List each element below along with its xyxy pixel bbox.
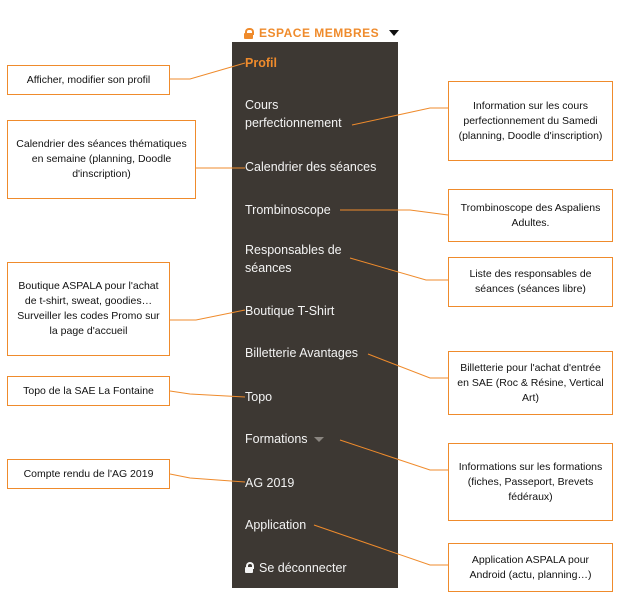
menu-item-topo[interactable]: Topo	[245, 390, 273, 404]
note-calendrier: Calendrier des séances thématiques en semaine (planning, Doodle d'inscription)	[7, 120, 196, 199]
note-application: Application ASPALA pour Android (actu, planning…)	[448, 543, 613, 592]
menu-item-ag-2019[interactable]: AG 2019	[245, 476, 295, 490]
lock-icon	[244, 28, 253, 39]
note-billetterie: Billetterie pour l'achat d'entrée en SAE (Roc & Résine, Vertical Art)	[448, 351, 613, 415]
lock-icon	[245, 562, 253, 573]
member-menu	[232, 42, 398, 588]
note-formations: Informations sur les formations (fiches, Passeport, Brevets fédéraux)	[448, 443, 613, 521]
menu-item-cours-perfectionnement[interactable]: Cours perfectionnement	[245, 98, 342, 130]
menu-item-profil[interactable]: Profil	[245, 56, 277, 70]
menu-item-logout[interactable]: Se déconnecter	[245, 559, 347, 577]
note-boutique: Boutique ASPALA pour l'achat de t-shirt, sweat, goodies… Surveiller les codes Promo sur la page d'accueil	[7, 262, 170, 356]
espace-membres-header[interactable]	[244, 24, 399, 42]
note-topo: Topo de la SAE La Fontaine	[7, 376, 170, 406]
menu-item-application[interactable]: Application	[245, 518, 307, 532]
note-responsables: Liste des responsables de séances (séances libre)	[448, 257, 613, 307]
menu-item-formations[interactable]: Formations	[245, 430, 324, 448]
note-profil: Afficher, modifier son profil	[7, 65, 170, 95]
menu-item-responsables[interactable]: Responsables de séances	[245, 243, 342, 275]
header-title: ESPACE MEMBRES	[259, 26, 380, 40]
caret-down-icon[interactable]	[389, 30, 399, 36]
menu-item-boutique[interactable]: Boutique T-Shirt	[245, 304, 335, 318]
note-trombinoscope: Trombinoscope des Aspaliens Adultes.	[448, 189, 613, 242]
chevron-down-icon	[314, 437, 324, 442]
note-cours: Information sur les cours perfectionnement du Samedi (planning, Doodle d'inscription)	[448, 81, 613, 161]
menu-item-billetterie[interactable]: Billetterie Avantages	[245, 346, 359, 360]
menu-item-calendrier[interactable]: Calendrier des séances	[245, 160, 377, 174]
note-ag: Compte rendu de l'AG 2019	[7, 459, 170, 489]
menu-item-trombinoscope[interactable]: Trombinoscope	[245, 203, 331, 217]
